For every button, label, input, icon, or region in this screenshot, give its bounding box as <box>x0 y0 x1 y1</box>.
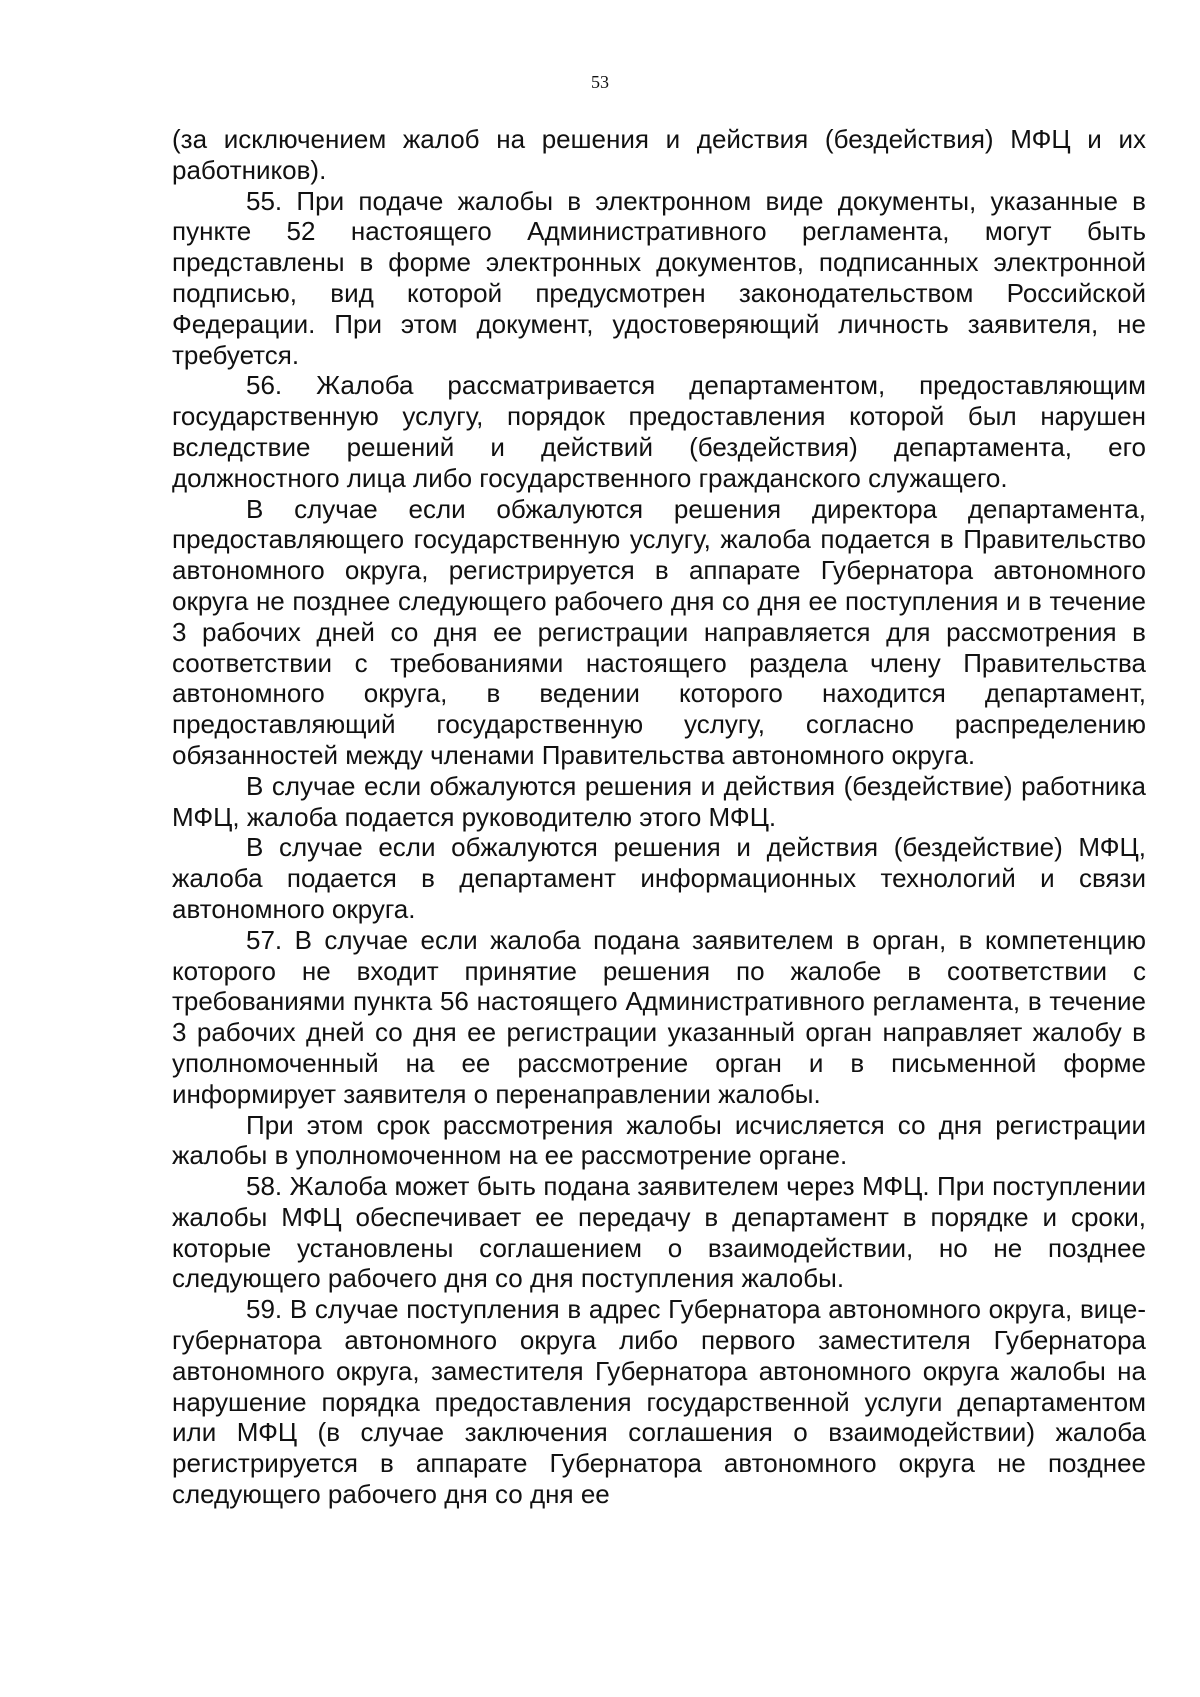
document-body <box>172 124 1146 1510</box>
paragraph-item-57: 57. В случае если жалоба подана заявителем в орган, в компетенцию которого не входит принятие решения по жалобе в соответствии с требованиями пункта 56 настоящего Административного регламента, в течение 3 рабочих дней со дня ее регистрации указанный орган направляет жалобу в уполномоченный на ее рассмотрение орган и в письменной форме информирует заявителя о перенаправлении жалобы. <box>172 924 1146 1109</box>
paragraph-item-55: 55. При подаче жалобы в электронном виде документы, указанные в пункте 52 настоящего Административного регламента, могут быть представлены в форме электронных документов, подписанных электронной подписью, вид которой предусмотрен законодательством Российской Федерации. При этом документ, удостоверяющий личность заявителя, не требуется. <box>172 185 1146 370</box>
paragraph-item-58: 58. Жалоба может быть подана заявителем через МФЦ. При поступлении жалобы МФЦ обеспечивает ее передачу в департамент в порядке и сроки, которые установлены соглашением о взаимодействии, но не позднее следующего рабочего дня со дня поступления жалобы. <box>172 1171 1146 1294</box>
paragraph-item-56: 56. Жалоба рассматривается департаментом, предоставляющим государственную услугу, порядок предоставления которой был нарушен вследствие решений и действий (бездействия) департамента, его должностного лица либо государственного гражданского служащего. <box>172 370 1146 493</box>
paragraph-continuation: (за исключением жалоб на решения и действия (бездействия) МФЦ и их работников). <box>172 124 1146 185</box>
paragraph-mfc-worker-complaint: В случае если обжалуются решения и действия (бездействие) работника МФЦ, жалоба подается руководителю этого МФЦ. <box>172 770 1146 832</box>
paragraph-mfc-complaint: В случае если обжалуются решения и действия (бездействие) МФЦ, жалоба подается в департамент информационных технологий и связи автономного округа. <box>172 832 1146 924</box>
paragraph-review-period: При этом срок рассмотрения жалобы исчисляется со дня регистрации жалобы в уполномоченном на ее рассмотрение органе. <box>172 1109 1146 1171</box>
page-number: 53 <box>591 72 609 92</box>
paragraph-director-complaint: В случае если обжалуются решения директора департамента, предоставляющего государственную услугу, жалоба подается в Правительство автономного округа, регистрируется в аппарате Губернатора автономного округа не позднее следующего рабочего дня со дня ее поступления и в течение 3 рабочих дней со дня ее регистрации направляется для рассмотрения в соответствии с требованиями настоящего раздела члену Правительства автономного округа, в ведении которого находится департамент, предоставляющий государственную услугу, согласно распределению обязанностей между членами Правительства автономного округа. <box>172 493 1146 770</box>
paragraph-item-59: 59. В случае поступления в адрес Губернатора автономного округа, вице-губернатора автономного округа либо первого заместителя Губернатора автономного округа, заместителя Губернатора автономного округа жалобы на нарушение порядка предоставления государственной услуги департаментом или МФЦ (в случае заключения соглашения о взаимодействии) жалоба регистрируется в аппарате Губернатора автономного округа не позднее следующего рабочего дня со дня ее <box>172 1294 1146 1510</box>
